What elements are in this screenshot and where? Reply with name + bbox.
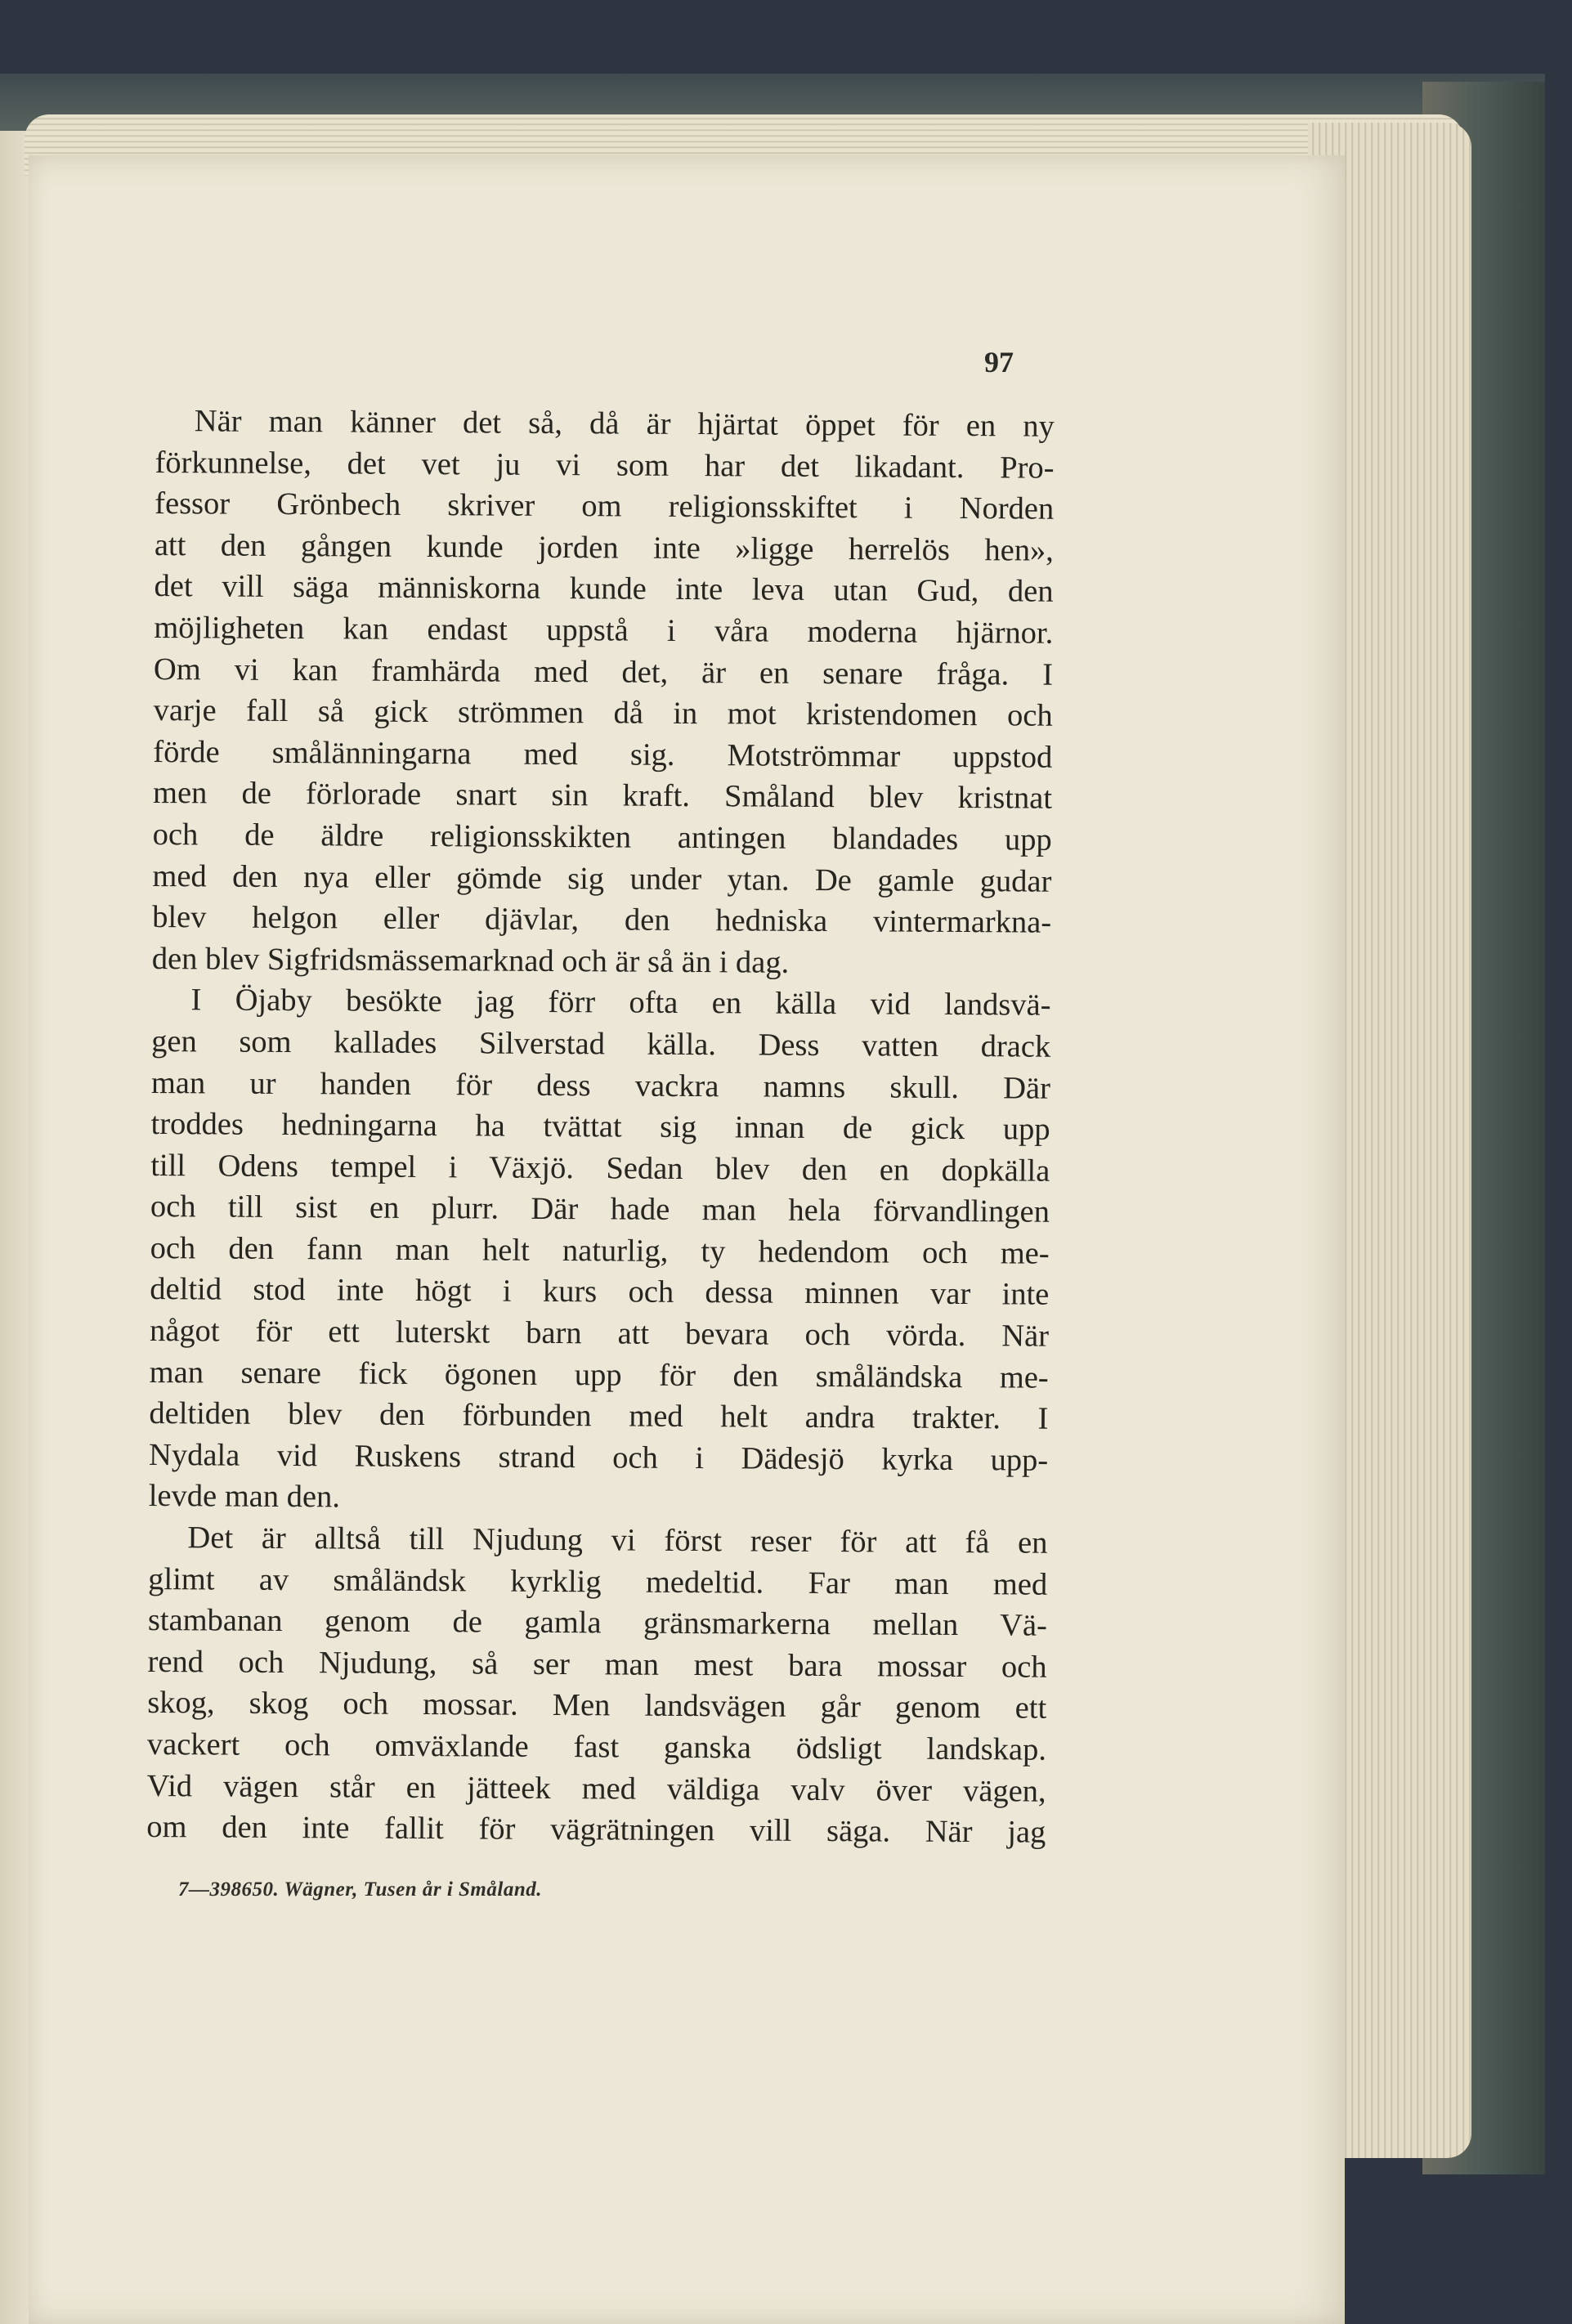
text-line: Det är alltså till Njudung vi först reser för att få en (187, 1520, 1048, 1561)
text-line: man ur handen för dess vackra namns skull. Där (150, 1065, 1051, 1106)
text-line: om den inte fallit för vägrätningen vill säga. När jag (146, 1810, 1046, 1850)
text-line: Nydala vid Ruskens strand och i Dädesjö kyrka upp- (148, 1437, 1049, 1478)
text-line: fessor Grönbech skriver om religionsskiftet i Norden (155, 486, 1055, 526)
page-left-edge (0, 131, 33, 2324)
text-line: varje fall så gick strömmen då in mot kristendomen och (153, 693, 1053, 733)
text-line: troddes hedningarna ha tvättat sig innan de gick upp (150, 1107, 1050, 1147)
text-line: och till sist en plurr. Där hade man hela förvandlingen (150, 1189, 1050, 1229)
text-line: förkunnelse, det vet ju vi som har det likadant. Pro- (155, 445, 1055, 486)
text-line: blev helgon eller djävlar, den hedniska vintermarkna- (152, 900, 1052, 940)
text-line: den blev Sigfridsmässemarknad och är så än i dag. (151, 941, 790, 980)
text-line: man senare fick ögonen upp för den småländska me- (149, 1355, 1049, 1395)
page-body-text (146, 401, 1055, 1853)
text-line: rend och Njudung, så ser man mest bara mossar och (147, 1644, 1047, 1685)
printer-signature: 7—398650. Wägner, Tusen år i Småland. (178, 1878, 542, 1901)
text-line: något för ett luterskt barn att bevara och vörda. När (149, 1314, 1050, 1354)
text-line: Vid vägen står en jätteek med väldiga valv över vägen, (146, 1768, 1046, 1809)
text-line: till Odens tempel i Växjö. Sedan blev den en dopkälla (150, 1148, 1050, 1189)
text-line: vackert och omväxlande fast ganska ödsligt landskap. (146, 1726, 1047, 1767)
text-line: men de förlorade snart sin kraft. Småland blev kristnat (152, 776, 1053, 817)
text-line: och de äldre religionsskikten antingen blandades upp (152, 817, 1052, 858)
text-line: förde smålänningarna med sig. Motströmmar uppstod (153, 734, 1053, 775)
text-line: skog, skog och mossar. Men landsvägen går genom ett (147, 1686, 1047, 1726)
text-line: deltid stod inte högt i kurs och dessa minnen var inte (150, 1272, 1050, 1313)
text-line: det vill säga människorna kunde inte leva utan Gud, den (154, 569, 1054, 610)
text-line: och den fann man helt naturlig, ty hedendom och me- (150, 1230, 1050, 1271)
text-line: levde man den. (148, 1479, 341, 1515)
text-line: att den gången kunde jorden inte »ligge herrelös hen», (154, 527, 1055, 568)
text-line: I Öjaby besökte jag förr ofta en källa vid landsvä- (190, 983, 1051, 1023)
page-number: 97 (984, 346, 1014, 378)
text-line: deltiden blev den förbunden med helt andra trakter. I (149, 1396, 1049, 1436)
text-line: glimt av småländsk kyrklig medeltid. Far man med (148, 1561, 1048, 1602)
text-line: stambanan genom de gamla gränsmarkerna mellan Vä- (147, 1603, 1047, 1643)
text-line: Om vi kan framhärda med det, är en senare fråga. I (153, 652, 1054, 692)
text-line: När man känner det så, då är hjärtat öppet för en ny (194, 404, 1055, 444)
text-line: gen som kallades Silverstad källa. Dess vatten drack (151, 1023, 1051, 1064)
text-line: möjligheten kan endast uppstå i våra moderna hjärnor. (154, 610, 1054, 651)
text-line: med den nya eller gömde sig under ytan. De gamle gudar (152, 858, 1052, 899)
